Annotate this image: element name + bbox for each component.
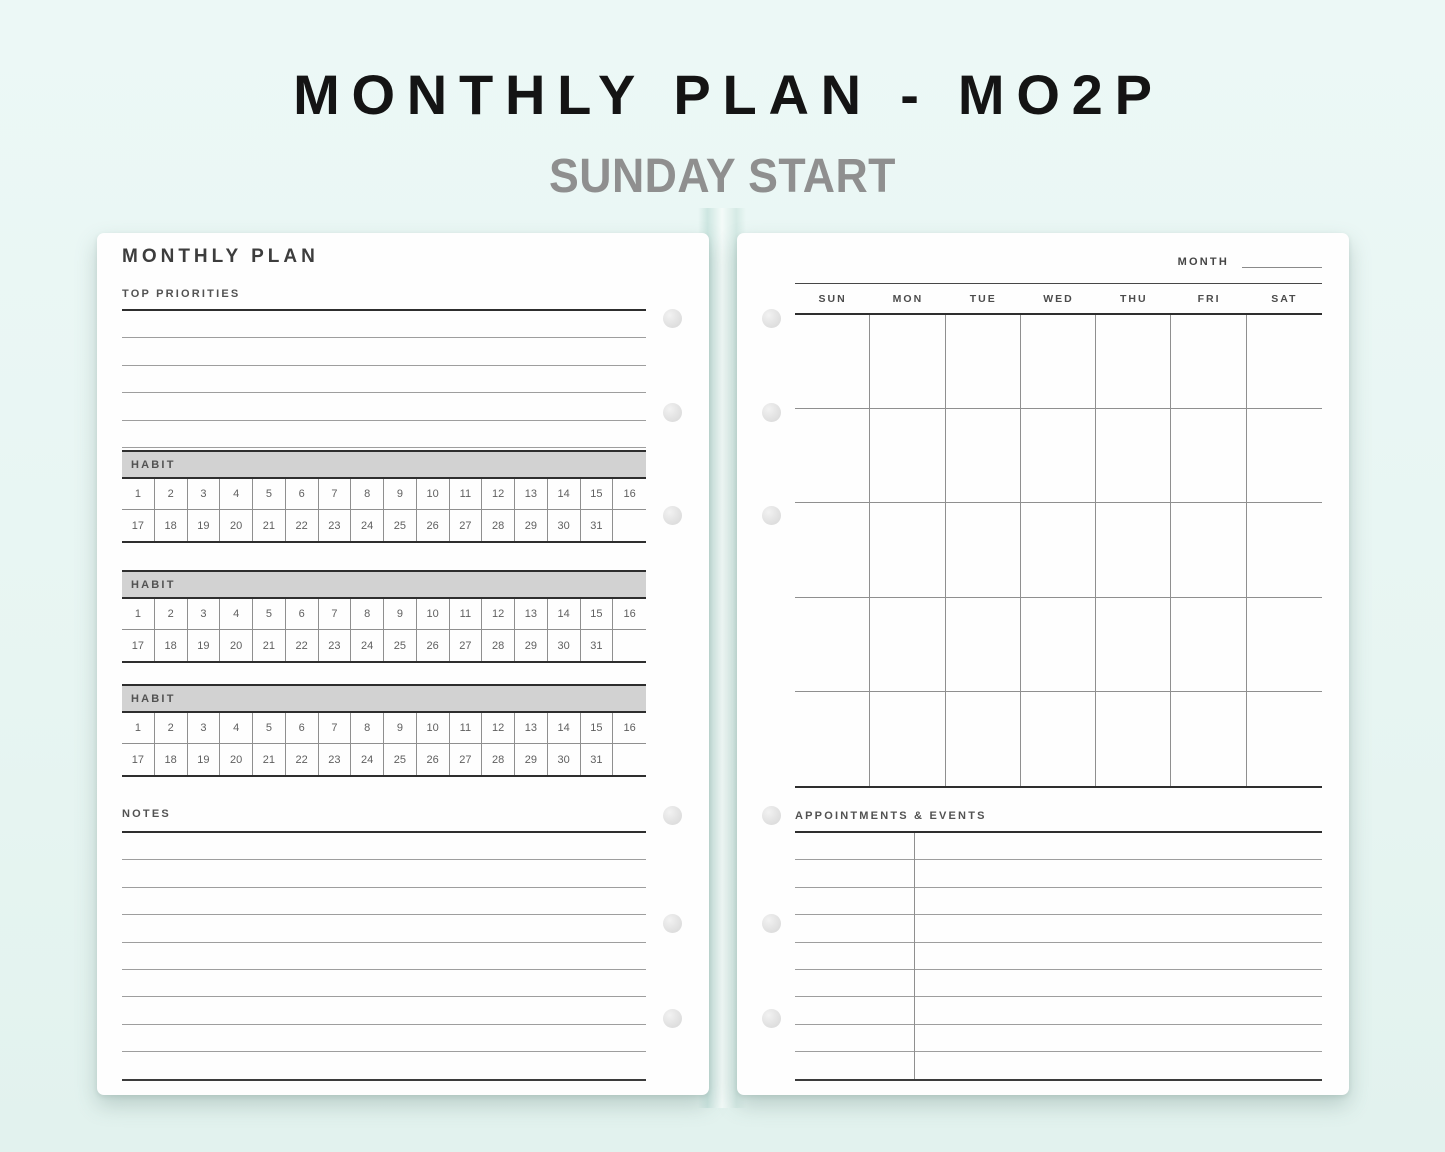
ruled-line [122,943,646,970]
habit-day-cell: 7 [319,479,352,510]
top-priorities-label: TOP PRIORITIES [122,288,241,300]
top-priorities-lines [122,309,646,448]
habit-day-cell: 24 [351,630,384,661]
calendar-day-cell [946,503,1021,597]
habit-day-cell: 15 [581,599,614,630]
habit-day-cell: 12 [482,479,515,510]
left-page [97,233,709,1095]
ruled-line [795,1052,1322,1078]
ruled-line [122,970,646,997]
habit-day-cell: 10 [417,713,450,744]
habit-day-cell: 28 [482,630,515,661]
ruled-line [122,338,646,365]
habit-day-cell: 5 [253,599,286,630]
notes-label: NOTES [122,808,171,820]
habit-day-cell: 17 [122,744,155,775]
binder-hole [762,403,781,422]
ruled-line [122,421,646,448]
ruled-line [122,393,646,420]
habit-day-cell: 24 [351,510,384,541]
habit-day-cell: 5 [253,479,286,510]
habit-day-cell: 14 [548,713,581,744]
habit-day-cell: 23 [319,630,352,661]
habit-day-cell: 2 [155,479,188,510]
habit-day-cell: 25 [384,744,417,775]
weekday-header: WED [1043,292,1074,305]
ruled-line [122,997,646,1024]
habit-day-cell: 11 [450,713,483,744]
habit-day-cell: 24 [351,744,384,775]
habit-day-cell: 20 [220,744,253,775]
calendar-day-cell [795,692,870,786]
habit-day-cell: 31 [581,744,614,775]
ruled-line [122,860,646,887]
habit-day-cell: 31 [581,510,614,541]
habit-day-cell: 18 [155,510,188,541]
ruled-line [795,1025,1322,1052]
habit-day-cell: 13 [515,599,548,630]
habit-day-cell: 6 [286,713,319,744]
month-label: MONTH [1177,256,1229,268]
calendar-day-cell [1096,409,1171,503]
habit-day-cell: 22 [286,630,319,661]
habit-day-cell: 10 [417,479,450,510]
habit-day-cell: 4 [220,599,253,630]
habit-day-cell: 16 [613,479,646,510]
habit-day-cell: 29 [515,630,548,661]
habit-day-cell: 25 [384,630,417,661]
ruled-line [122,1025,646,1052]
habit-day-cell: 8 [351,713,384,744]
binder-hole [663,914,682,933]
habit-day-cell: 3 [188,479,221,510]
weekday-header: SUN [818,292,847,305]
calendar-day-cell [870,315,945,409]
calendar-day-cell [1171,692,1246,786]
calendar-day-cell [1247,315,1322,409]
calendar-day-cell [1096,315,1171,409]
habit-tracker [122,450,646,543]
binder-hole [762,806,781,825]
habit-day-cell: 19 [188,510,221,541]
habit-day-cell: 22 [286,510,319,541]
habit-day-cell: 20 [220,510,253,541]
month-row [795,251,1322,268]
ruled-line [795,943,1322,970]
habit-day-cell: 11 [450,479,483,510]
habit-label: HABIT [131,578,176,591]
product-subtitle: SUNDAY START [549,150,896,203]
habit-day-cell: 27 [450,744,483,775]
habit-day-cell: 8 [351,599,384,630]
appointments-column-divider [914,833,915,1079]
habit-day-cell: 30 [548,630,581,661]
calendar-day-cell [1171,315,1246,409]
habit-day-cell: 3 [188,713,221,744]
habit-day-cell: 9 [384,713,417,744]
calendar-day-cell [1247,409,1322,503]
habit-day-cell: 20 [220,630,253,661]
ruled-line [122,833,646,860]
habit-day-cell: 9 [384,479,417,510]
weekday-header: TUE [969,292,997,305]
habit-day-cell: 7 [319,599,352,630]
product-title: MONTHLY PLAN - MO2P [293,63,1164,126]
habit-day-cell: 7 [319,713,352,744]
calendar-day-cell [795,598,870,692]
ruled-line [122,311,646,338]
habit-day-cell: 28 [482,744,515,775]
habit-day-cell: 21 [253,744,286,775]
habit-day-cell: 21 [253,630,286,661]
weekday-header-row [795,283,1322,313]
habit-day-cell: 18 [155,744,188,775]
habit-day-grid [122,599,646,663]
ruled-line [795,888,1322,915]
habit-day-cell: 27 [450,630,483,661]
right-page [737,233,1349,1095]
calendar-day-cell [795,503,870,597]
habit-header-bar [122,570,646,599]
habit-day-cell: 4 [220,713,253,744]
habit-day-cell: 16 [613,713,646,744]
habit-day-cell: 23 [319,510,352,541]
habit-day-cell: 10 [417,599,450,630]
habit-day-cell: 29 [515,744,548,775]
binder-hole [663,506,682,525]
habit-day-cell: 26 [417,744,450,775]
ruled-line [795,970,1322,997]
calendar-day-cell [1096,598,1171,692]
habit-label: HABIT [131,692,176,705]
appointments-label: APPOINTMENTS & EVENTS [795,810,987,822]
habit-day-cell: 2 [155,713,188,744]
calendar-day-cell [1096,692,1171,786]
habit-day-cell: 26 [417,630,450,661]
calendar-day-cell [870,598,945,692]
habit-day-cell [613,630,646,661]
habit-header-bar [122,450,646,479]
calendar-day-cell [1247,692,1322,786]
habit-header-bar [122,684,646,713]
calendar-day-cell [1171,598,1246,692]
page-title: MONTHLY PLAN [122,246,319,267]
habit-day-cell: 6 [286,599,319,630]
habit-day-cell: 15 [581,713,614,744]
habit-day-cell: 23 [319,744,352,775]
weekday-header: THU [1119,292,1148,305]
habit-label: HABIT [131,458,176,471]
ruled-line [795,860,1322,887]
habit-day-cell: 12 [482,713,515,744]
calendar-day-cell [946,315,1021,409]
habit-day-cell: 14 [548,479,581,510]
habit-day-cell: 6 [286,479,319,510]
product-subtitle-row [0,150,1445,203]
habit-day-grid [122,479,646,543]
habit-day-cell: 22 [286,744,319,775]
ruled-line [122,888,646,915]
habit-tracker [122,570,646,663]
habit-day-cell: 30 [548,744,581,775]
binder-hole [663,403,682,422]
habit-day-cell: 14 [548,599,581,630]
binder-hole [663,806,682,825]
binder-hole [663,1009,682,1028]
weekday-header: FRI [1197,292,1221,305]
habit-day-cell: 11 [450,599,483,630]
habit-tracker [122,684,646,777]
calendar-day-cell [946,692,1021,786]
habit-day-cell: 21 [253,510,286,541]
habit-day-cell: 19 [188,744,221,775]
habit-day-cell: 3 [188,599,221,630]
habit-day-cell: 9 [384,599,417,630]
calendar-day-cell [795,409,870,503]
habit-day-cell: 29 [515,510,548,541]
ruled-line [122,366,646,393]
month-write-in-line [1242,251,1322,268]
ruled-line [122,915,646,942]
habit-day-cell: 28 [482,510,515,541]
calendar-day-cell [1247,503,1322,597]
habit-day-cell: 18 [155,630,188,661]
habit-day-cell: 27 [450,510,483,541]
calendar-day-cell [1021,503,1096,597]
habit-day-cell: 19 [188,630,221,661]
habit-day-cell [613,744,646,775]
calendar-day-cell [946,598,1021,692]
binder-hole [762,1009,781,1028]
habit-day-cell: 5 [253,713,286,744]
weekday-header: SAT [1271,292,1298,305]
calendar-day-cell [1247,598,1322,692]
calendar-day-cell [1021,315,1096,409]
ruled-line [122,1052,646,1078]
ruled-line [795,997,1322,1024]
notes-lines [122,831,646,1081]
calendar-day-cell [1021,409,1096,503]
habit-day-cell: 4 [220,479,253,510]
habit-day-cell: 26 [417,510,450,541]
habit-day-cell: 16 [613,599,646,630]
habit-day-cell: 13 [515,479,548,510]
month-calendar-grid [795,313,1322,788]
binder-hole [762,309,781,328]
habit-day-cell: 17 [122,630,155,661]
habit-day-cell: 17 [122,510,155,541]
appointments-lines [795,831,1322,1081]
calendar-day-cell [795,315,870,409]
calendar-day-cell [870,409,945,503]
ruled-line [795,915,1322,942]
calendar-day-cell [870,503,945,597]
habit-day-cell: 12 [482,599,515,630]
habit-day-cell: 31 [581,630,614,661]
weekday-header: MON [892,292,924,305]
binder-hole [762,914,781,933]
habit-day-cell: 2 [155,599,188,630]
habit-day-cell: 1 [122,713,155,744]
binder-hole [663,309,682,328]
calendar-day-cell [1021,692,1096,786]
habit-day-grid [122,713,646,777]
habit-day-cell: 15 [581,479,614,510]
calendar-day-cell [1021,598,1096,692]
calendar-day-cell [1171,503,1246,597]
habit-day-cell: 8 [351,479,384,510]
binder-hole [762,506,781,525]
habit-day-cell: 1 [122,479,155,510]
habit-day-cell: 13 [515,713,548,744]
calendar-day-cell [870,692,945,786]
habit-day-cell: 30 [548,510,581,541]
ruled-line [795,833,1322,860]
habit-day-cell: 25 [384,510,417,541]
calendar-day-cell [946,409,1021,503]
calendar-day-cell [1096,503,1171,597]
habit-day-cell [613,510,646,541]
habit-day-cell: 1 [122,599,155,630]
calendar-day-cell [1171,409,1246,503]
